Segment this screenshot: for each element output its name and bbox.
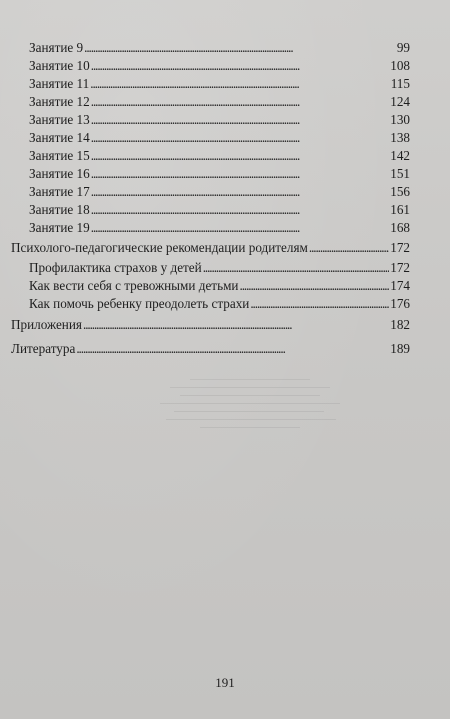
toc-entry-page: 172 — [390, 240, 410, 255]
toc-entry-title: Занятие 13 — [29, 112, 90, 127]
toc-entry-page: 161 — [390, 202, 410, 217]
toc-entry — [29, 112, 410, 128]
toc-entry-page: 182 — [390, 317, 410, 332]
toc-entry-title: Как вести себя с тревожными детьми — [29, 278, 239, 293]
toc-leader-dots — [91, 94, 389, 110]
toc-leader-dots — [76, 341, 389, 357]
toc-entry — [29, 278, 410, 294]
toc-entry-title: Профилактика страхов у детей — [29, 260, 202, 275]
toc-entry-title: Занятие 15 — [29, 148, 90, 163]
toc-entry-title: Занятие 17 — [29, 184, 90, 199]
toc-entry-page: 151 — [390, 166, 410, 181]
toc-entry — [29, 40, 410, 56]
toc-entry-title: Приложения — [11, 317, 82, 332]
toc-leader-dots — [91, 220, 389, 236]
toc-entry-title: Литература — [11, 341, 76, 356]
toc-entry-page: 115 — [390, 76, 410, 91]
reverse-side-bleed-through — [150, 372, 350, 632]
toc-entry-title: Как помочь ребенку преодолеть страхи — [29, 296, 250, 311]
toc-entry-title: Занятие 11 — [29, 76, 90, 91]
toc-entry-page: 189 — [390, 341, 410, 356]
toc-entry-page: 124 — [390, 94, 410, 109]
toc-entry-page: 176 — [390, 296, 410, 311]
toc-entry-page: 156 — [390, 184, 410, 199]
toc-entry-title: Занятие 10 — [29, 58, 90, 73]
toc-entry-page: 138 — [390, 130, 410, 145]
toc-entry — [29, 166, 410, 182]
toc-entry-page: 142 — [390, 148, 410, 163]
toc-leader-dots — [91, 112, 389, 128]
toc-leader-dots — [91, 184, 389, 200]
toc-entry-page: 108 — [390, 58, 410, 73]
toc-leader-dots — [91, 202, 389, 218]
page-number: 191 — [215, 675, 235, 690]
toc-leader-dots — [203, 260, 390, 276]
toc-entry — [29, 202, 410, 218]
toc-entry — [29, 260, 410, 276]
toc-entry-page: 168 — [390, 220, 410, 235]
toc-leader-dots — [91, 58, 389, 74]
toc-section-entry — [11, 341, 410, 357]
toc-leader-dots — [83, 317, 389, 333]
toc-entry — [29, 94, 410, 110]
toc-leader-dots — [309, 240, 389, 256]
toc-leader-dots — [250, 296, 389, 312]
toc-entry-title: Занятие 19 — [29, 220, 90, 235]
toc-leader-dots — [90, 76, 389, 92]
toc-entry — [29, 220, 410, 236]
toc-leader-dots — [240, 278, 390, 294]
toc-entry — [29, 148, 410, 164]
toc-leader-dots — [91, 166, 389, 182]
toc-entry-title: Занятие 14 — [29, 130, 90, 145]
toc-entry — [29, 130, 410, 146]
toc-entry-page: 130 — [390, 112, 410, 127]
toc-entry — [29, 58, 410, 74]
toc-entry — [29, 76, 410, 92]
toc-leader-dots — [84, 40, 396, 56]
toc-entry-title: Занятие 16 — [29, 166, 90, 181]
toc-leader-dots — [91, 148, 389, 164]
toc-entry-page: 99 — [396, 40, 410, 55]
toc-leader-dots — [91, 130, 389, 146]
toc-entry-title: Занятие 12 — [29, 94, 90, 109]
toc-section-entry — [11, 240, 410, 256]
toc-entry-page: 174 — [390, 278, 410, 293]
toc-entry — [29, 184, 410, 200]
toc-entry — [29, 296, 410, 312]
toc-entry-title: Психолого-педагогические рекомендации родителям — [11, 240, 308, 255]
toc-entry-page: 172 — [390, 260, 410, 275]
toc-section-entry — [11, 317, 410, 333]
toc-entry-title: Занятие 9 — [29, 40, 84, 55]
toc-entry-title: Занятие 18 — [29, 202, 90, 217]
